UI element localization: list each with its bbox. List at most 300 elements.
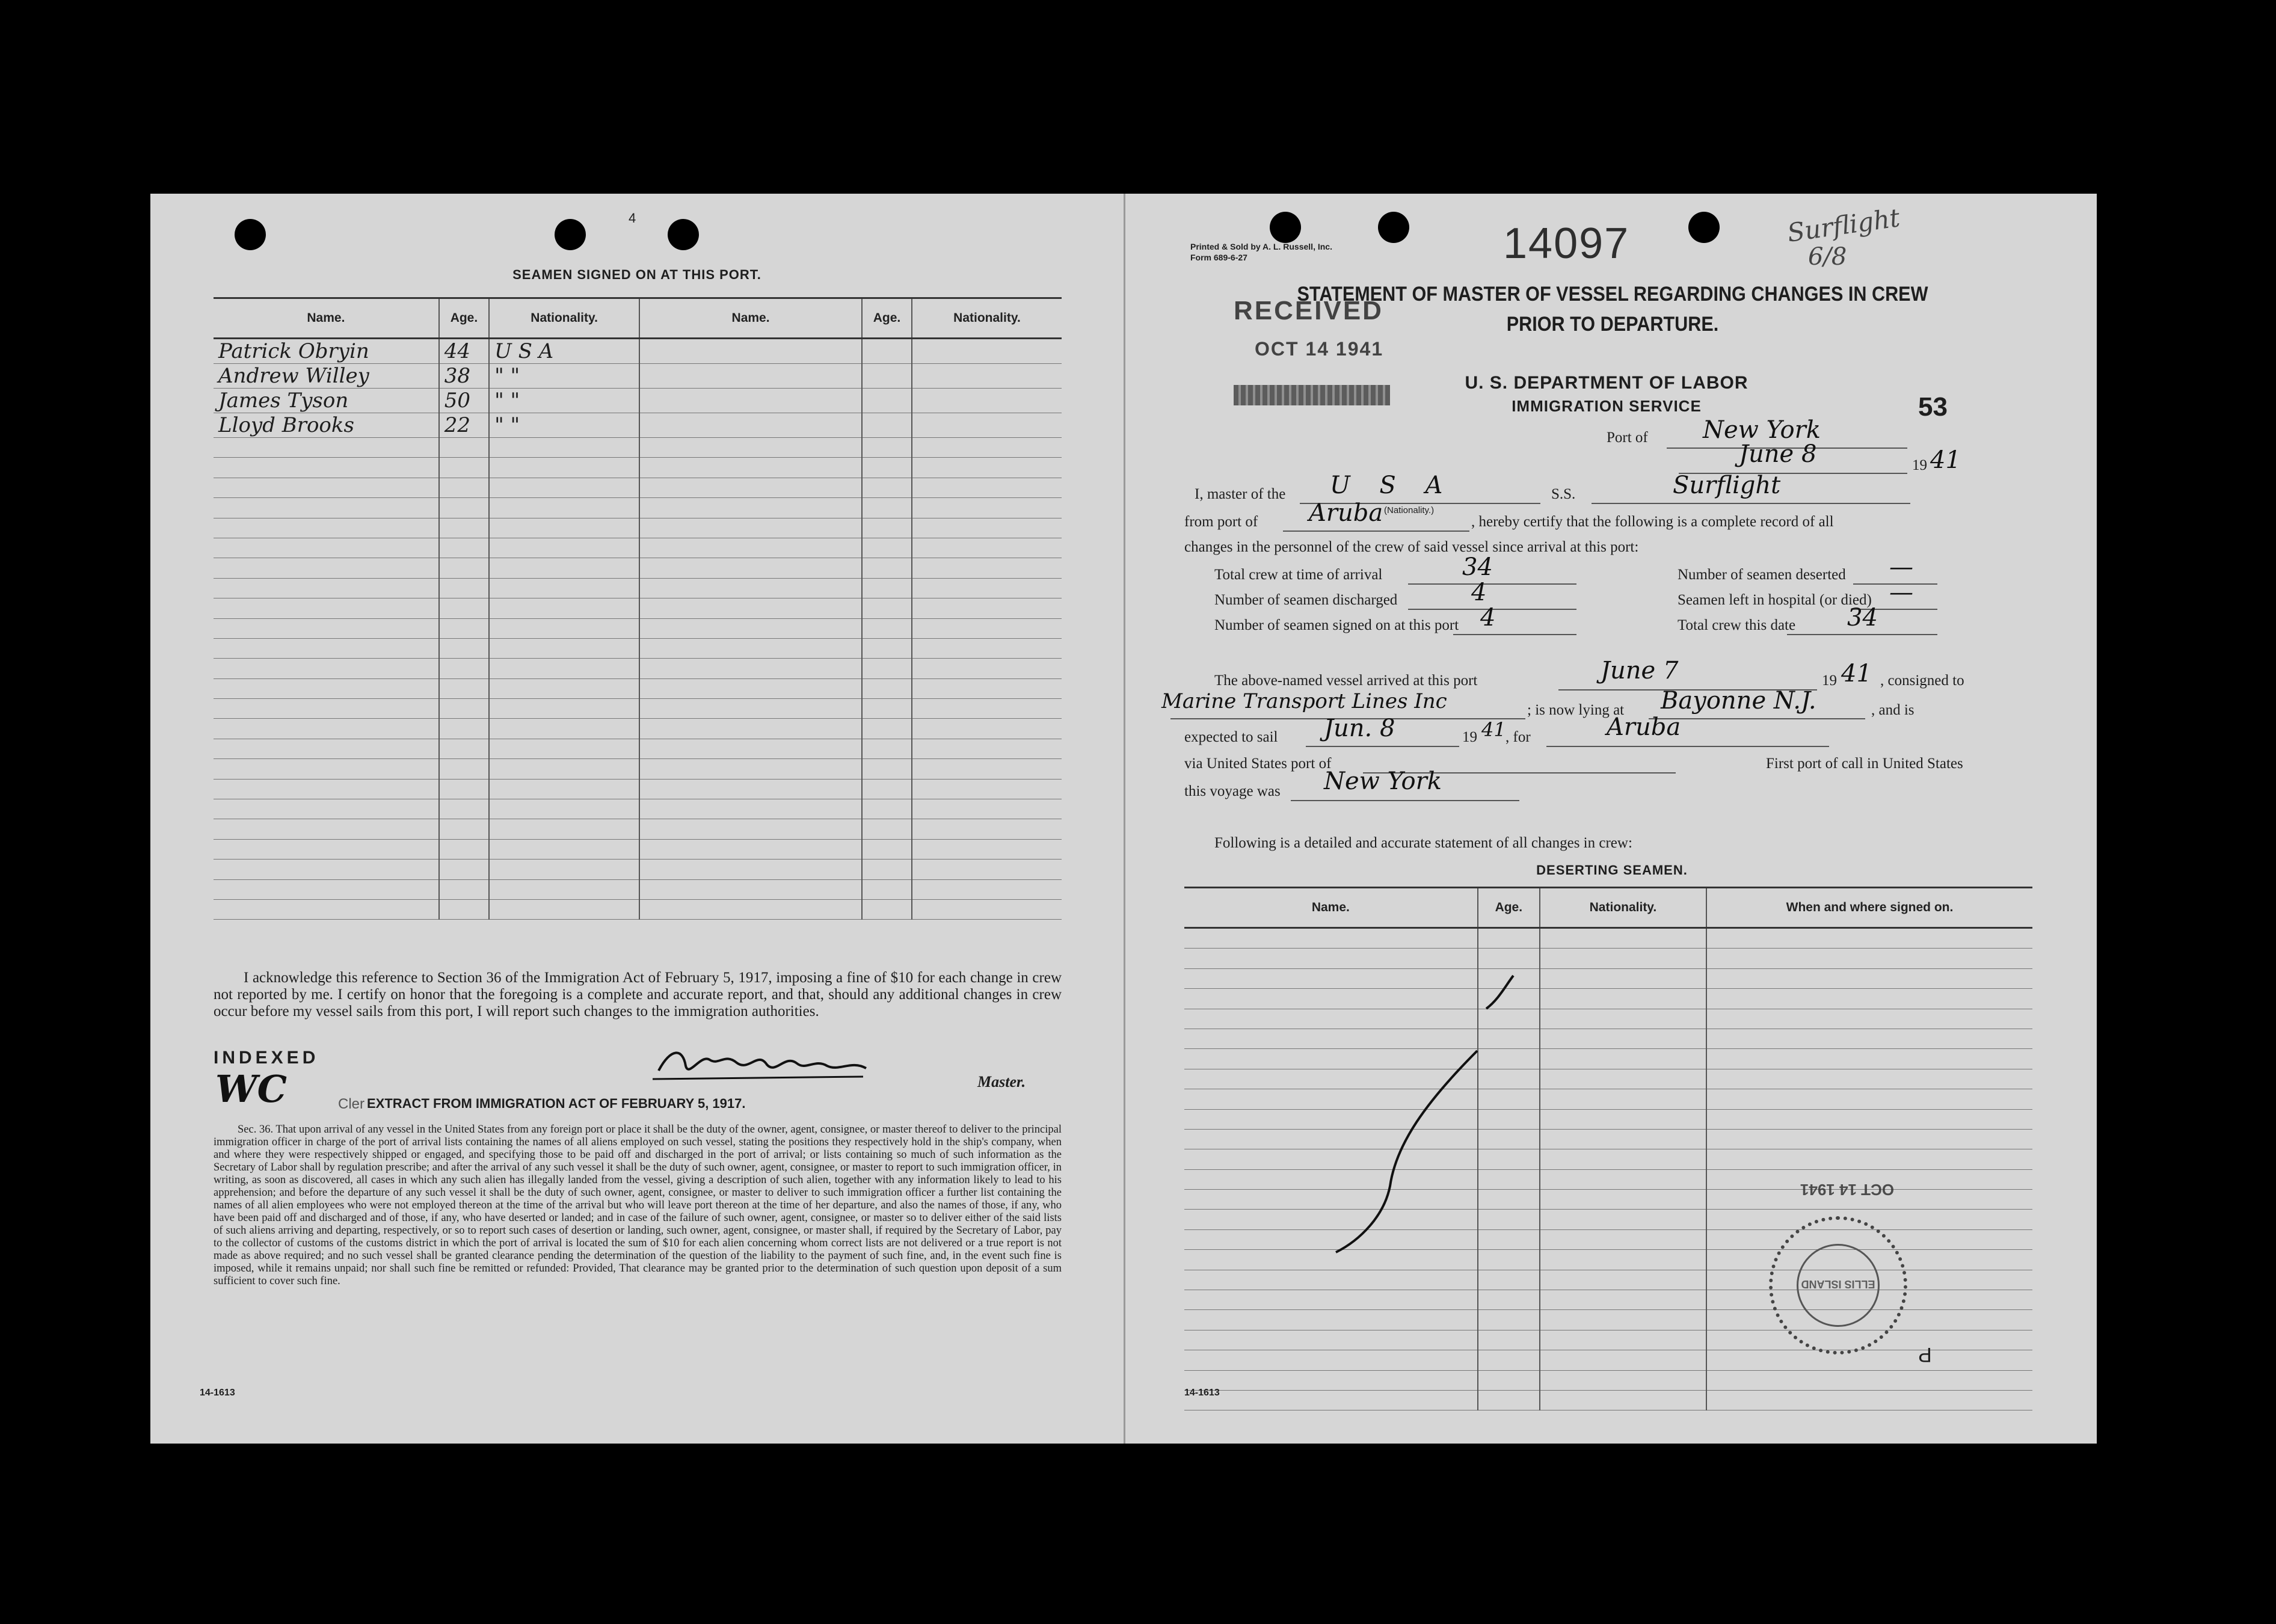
table-cell-empty: [1706, 1370, 2032, 1390]
table-cell-nationality: " ": [489, 364, 639, 389]
table-cell-empty: [639, 538, 862, 558]
table-cell-empty: [489, 739, 639, 758]
table-cell-empty: [1184, 1350, 1478, 1370]
date-value: June 8: [1739, 440, 1817, 468]
table-cell-empty: [862, 699, 912, 719]
table-cell-empty: [1478, 1310, 1540, 1330]
sail-value: Jun. 8: [1324, 715, 1395, 742]
table-cell-empty: [912, 879, 1062, 899]
table-row: [1184, 928, 2032, 949]
table-cell-empty: [489, 458, 639, 478]
column-header: Name.: [1184, 888, 1478, 928]
table-cell-empty: [1540, 928, 1706, 949]
punch-hole: [668, 219, 699, 250]
table-row: [1184, 1370, 2032, 1390]
table-row: [214, 498, 1062, 518]
table-cell-empty: [439, 759, 489, 779]
arrived-year: 41: [1841, 660, 1872, 687]
table-cell-empty: [439, 819, 489, 839]
table-cell-empty: [489, 598, 639, 618]
table-row: [214, 578, 1062, 598]
table-cell-empty: [912, 739, 1062, 758]
table-row: [214, 558, 1062, 578]
column-header: Name.: [639, 298, 862, 339]
table-cell-empty: [489, 899, 639, 919]
extract-text: Sec. 36. That upon arrival of any vessel in the United States from any foreign port or place it shall be the duty of the owner, agent, consignee, or master thereof to deliver to the principal immigration officer in charge of the port of arrival lists containing the names of all aliens employed on such vessel, stating the positions they respectively hold in the ship's company, when and where they were respectively shipped or engaged, and specifying those to be paid off and discharged in the port of arrival; or lists containing so much of such information as the Secretary of Labor shall by regulation prescribe; and after the arrival of any such vessel it shall be the duty of such owner, agent, consignee, or master to report to such immigration officer, in writing, as soon as discovered, all cases in which any such alien has illegally landed from the vessel, giving a description of such alien, together with any information likely to lead to his apprehension; and before the departure of any such vessel it shall be the duty of such owner, agent, consignee, or master to deliver to such immigration officer a further list containing the names of all alien employees who were not employed thereon at the time of the arrival but who will leave port thereon at the time of her departure, and also the names of those, if any, who have been paid off and discharged and of those, if any, who have deserted or landed; and in case of the failure of such owner, agent, consignee, or master so to deliver either of the said lists of such aliens arriving and departing, respectively, or so to report such cases of desertion or landing, such owner, agent, consignee, or master shall, if required by the Secretary of Labor, pay to the collector of customs of the customs district in which the port of arrival is located the sum of $10 for each alien concerning whom correct lists are not delivered or a true report is not made as above required; and no such vessel shall be granted clearance pending the determination of the question of the liability to the payment of such fine, and, in the event such fine is imposed, while it remains unpaid; nor shall such fine be remitted or refunded: Provided, That clearance may be granted prior to the determination of such question upon deposit of a sum sufficient to cover such fine.: [214, 1124, 1062, 1287]
table-cell-empty: [639, 438, 862, 458]
table-cell-empty: [439, 478, 489, 497]
for-line: [1546, 746, 1829, 747]
table-cell-empty: [489, 699, 639, 719]
table-cell-empty: [214, 678, 439, 698]
master-italic-label: Master.: [977, 1073, 1026, 1090]
port-label: Port of: [1607, 429, 1648, 446]
and-is-label: , and is: [1871, 702, 1915, 718]
table-row: [214, 699, 1062, 719]
table-cell-empty: [639, 558, 862, 578]
signature-mark: [653, 1042, 869, 1084]
following-text: Following is a detailed and accurate statement of all changes in crew:: [1214, 835, 1632, 851]
table-cell-empty: [862, 538, 912, 558]
table-cell-empty: [214, 719, 439, 739]
form-number: 14-1613: [1184, 1388, 1220, 1398]
table-row: [214, 819, 1062, 839]
lying-label: ; is now lying at: [1527, 702, 1625, 718]
table-cell-empty: [862, 618, 912, 638]
table-cell-empty: [862, 478, 912, 497]
table-cell-empty: [489, 759, 639, 779]
column-header: Age.: [1478, 888, 1540, 928]
table-cell-empty: [1540, 1270, 1706, 1290]
table-cell-empty: [639, 799, 862, 819]
changes-text: changes in the personnel of the crew of said vessel since arrival at this port:: [1184, 539, 1639, 555]
stat-value: 4: [1480, 604, 1496, 632]
stat-label: Total crew at time of arrival: [1214, 567, 1383, 583]
table-cell-empty: [639, 739, 862, 758]
table-cell-empty: [489, 558, 639, 578]
table-cell-empty: [214, 899, 439, 919]
table-cell-empty: [912, 779, 1062, 799]
table-cell-empty: [439, 659, 489, 678]
table-cell-empty: [862, 518, 912, 538]
table-cell-empty: [439, 578, 489, 598]
punch-hole: [1270, 212, 1301, 243]
table-cell-empty: [912, 799, 1062, 819]
table-cell-empty: [639, 899, 862, 919]
table-row: [214, 598, 1062, 618]
table-cell-empty: [214, 518, 439, 538]
table-cell-empty: [912, 819, 1062, 839]
table-cell-empty: [1540, 1310, 1706, 1330]
table-cell-empty: [439, 518, 489, 538]
table-cell-empty: [1184, 928, 1478, 949]
arrived-value: June 7: [1601, 657, 1679, 684]
table-cell-empty: [439, 538, 489, 558]
table-cell-empty: [912, 389, 1062, 413]
table-cell-empty: [1478, 1330, 1540, 1350]
table-cell-nationality: " ": [489, 413, 639, 438]
stat-label: Seamen left in hospital (or died): [1678, 592, 1872, 608]
table-cell-empty: [639, 578, 862, 598]
table-header-row: [214, 298, 1062, 339]
punch-hole: [235, 219, 266, 250]
table-cell-empty: [214, 879, 439, 899]
table-cell-empty: [912, 839, 1062, 859]
table-row: [214, 739, 1062, 758]
table-row: [214, 364, 1062, 389]
corner-note-fraction: 6/8: [1808, 243, 1847, 271]
table-cell-empty: [1540, 1190, 1706, 1210]
nationality-caption: (Nationality.): [1384, 505, 1435, 515]
table-cell-empty: [489, 678, 639, 698]
table-cell-empty: [489, 478, 639, 497]
round-stamp: [1769, 1216, 1907, 1355]
table-cell-empty: [1184, 1310, 1478, 1330]
for-value: Aruba: [1607, 713, 1681, 741]
right-page: [1124, 194, 2097, 1444]
table-cell-empty: [489, 719, 639, 739]
for-label: , for: [1506, 729, 1531, 745]
table-cell-empty: [862, 558, 912, 578]
table-cell-empty: [489, 438, 639, 458]
table-cell-empty: [439, 618, 489, 638]
table-cell-empty: [912, 759, 1062, 779]
table-cell-empty: [489, 799, 639, 819]
table-cell-empty: [489, 578, 639, 598]
table-cell-empty: [639, 389, 862, 413]
table-cell-empty: [1706, 1009, 2032, 1029]
section-title: SEAMEN SIGNED ON AT THIS PORT.: [512, 267, 761, 282]
table-cell-empty: [912, 638, 1062, 658]
table-row: [214, 413, 1062, 438]
table-row: [214, 860, 1062, 879]
consignee-value: Marine Transport Lines Inc: [1161, 689, 1447, 713]
voyage-value: New York: [1324, 767, 1442, 795]
indexed-stamp: INDEXED: [214, 1048, 319, 1068]
table-cell-empty: [639, 598, 862, 618]
table-cell-empty: [489, 839, 639, 859]
table-row: [214, 438, 1062, 458]
table-row: [1184, 1390, 2032, 1410]
column-header: Age.: [439, 298, 489, 339]
form-code: Form 689-6-27: [1190, 253, 1247, 262]
table-cell-nationality: U S A: [489, 339, 639, 364]
acknowledgement-text: I acknowledge this reference to Section 36 of the Immigration Act of February 5, 1917, imposing a fine of $10 for each change in crew not reported by me. I certify on honor that the foregoing is a complete and accurate report, and that, should any additional changes in crew occur before my vessel sails from this port, I will report such changes to the immigration authorities.: [214, 970, 1062, 1020]
table-row: [214, 659, 1062, 678]
vessel-line: [1592, 503, 1910, 504]
table-cell-empty: [1478, 1390, 1540, 1410]
table-cell-empty: [1540, 1330, 1706, 1350]
table-cell-name: Lloyd Brooks: [214, 413, 439, 438]
table-cell-empty: [439, 839, 489, 859]
table-cell-empty: [1478, 1350, 1540, 1370]
table-cell-empty: [862, 659, 912, 678]
column-header: Nationality.: [489, 298, 639, 339]
arrived-year-prefix: 19: [1822, 672, 1837, 689]
table-cell-empty: [1540, 1149, 1706, 1169]
punch-hole: [555, 219, 586, 250]
table-cell-empty: [912, 618, 1062, 638]
table-cell-empty: [862, 578, 912, 598]
table-cell-empty: [439, 879, 489, 899]
table-row: [214, 759, 1062, 779]
table-cell-empty: [862, 413, 912, 438]
table-cell-age: 50: [439, 389, 489, 413]
stat-label: Number of seamen discharged: [1214, 592, 1398, 608]
table-cell-empty: [639, 498, 862, 518]
from-port-label: from port of: [1184, 514, 1258, 530]
table-cell-empty: [439, 498, 489, 518]
table-cell-empty: [912, 860, 1062, 879]
table-cell-empty: [1706, 1089, 2032, 1109]
sail-year: 41: [1481, 718, 1506, 741]
left-page: [150, 194, 1124, 1444]
table-cell-empty: [912, 458, 1062, 478]
table-cell-empty: [214, 638, 439, 658]
table-cell-empty: [489, 518, 639, 538]
table-cell-empty: [1184, 1370, 1478, 1390]
column-header: When and where signed on.: [1706, 888, 2032, 928]
rotated-date-stamp: OCT 14 1941: [1800, 1181, 1895, 1199]
master-of-label: I, master of the: [1195, 486, 1286, 502]
table-cell-empty: [214, 819, 439, 839]
from-port-line: [1283, 531, 1469, 532]
table-row: [214, 518, 1062, 538]
round-stamp-text: ELLIS ISLAND: [1801, 1278, 1875, 1290]
received-stamp: RECEIVED: [1234, 296, 1383, 325]
table-cell-empty: [639, 618, 862, 638]
service-name: IMMIGRATION SERVICE: [1512, 397, 1702, 415]
table-row: [214, 538, 1062, 558]
table-cell-empty: [639, 678, 862, 698]
table-cell-empty: [439, 860, 489, 879]
table-cell-empty: [639, 659, 862, 678]
table-cell-empty: [912, 478, 1062, 497]
table-cell-empty: [1540, 1229, 1706, 1249]
table-cell-empty: [439, 799, 489, 819]
table-cell-empty: [1540, 1049, 1706, 1069]
table-cell-empty: [489, 860, 639, 879]
table-cell-empty: [214, 438, 439, 458]
table-cell-empty: [1478, 928, 1540, 949]
table-row: [214, 618, 1062, 638]
table-cell-empty: [639, 339, 862, 364]
table-cell-empty: [439, 438, 489, 458]
table-cell-empty: [1706, 1149, 2032, 1169]
ss-label: S.S.: [1551, 486, 1576, 502]
table-cell-name: Andrew Willey: [214, 364, 439, 389]
page-mark: P: [1918, 1343, 1932, 1366]
nationality-value: U S A: [1330, 472, 1454, 499]
table-cell-empty: [1706, 1129, 2032, 1149]
table-cell-empty: [639, 719, 862, 739]
column-header: Name.: [214, 298, 439, 339]
table-cell-empty: [1540, 1029, 1706, 1048]
table-cell-empty: [1540, 1169, 1706, 1189]
table-cell-empty: [639, 819, 862, 839]
table-cell-empty: [489, 538, 639, 558]
table-cell-empty: [862, 899, 912, 919]
sail-line: [1306, 746, 1459, 747]
master-signature: [653, 1042, 869, 1084]
extract-title: EXTRACT FROM IMMIGRATION ACT OF FEBRUARY 5, 1917.: [367, 1096, 746, 1111]
stat-value: 4: [1471, 579, 1487, 606]
table-cell-empty: [639, 879, 862, 899]
table-cell-empty: [1540, 1290, 1706, 1310]
table-cell-empty: [1184, 1330, 1478, 1350]
table-cell-empty: [1706, 1069, 2032, 1089]
table-cell-empty: [912, 678, 1062, 698]
table-row: [214, 678, 1062, 698]
table-cell-empty: [912, 659, 1062, 678]
table-row: [214, 839, 1062, 859]
table-row: [214, 458, 1062, 478]
table-cell-empty: [862, 719, 912, 739]
clerk-label: Cler: [338, 1096, 365, 1112]
table-cell-empty: [912, 518, 1062, 538]
table-cell-empty: [439, 899, 489, 919]
table-cell-empty: [639, 699, 862, 719]
table-cell-empty: [862, 819, 912, 839]
corner-note: Surflight: [1785, 203, 1902, 248]
table-cell-empty: [862, 598, 912, 618]
table-cell-empty: [862, 879, 912, 899]
table-cell-empty: [214, 598, 439, 618]
form-title-line1: STATEMENT OF MASTER OF VESSEL REGARDING CHANGES IN CREW: [1297, 283, 1928, 306]
table-cell-empty: [1706, 968, 2032, 988]
table-cell-empty: [489, 819, 639, 839]
file-number: 14097: [1503, 220, 1630, 268]
table-cell-empty: [439, 638, 489, 658]
table-cell-empty: [439, 558, 489, 578]
column-header: Age.: [862, 298, 912, 339]
table-cell-empty: [862, 638, 912, 658]
table-cell-empty: [489, 659, 639, 678]
table-cell-empty: [1706, 1109, 2032, 1129]
table-row: [214, 638, 1062, 658]
table-cell-empty: [912, 498, 1062, 518]
table-cell-empty: [214, 779, 439, 799]
table-cell-empty: [1478, 1290, 1540, 1310]
table-cell-empty: [639, 364, 862, 389]
table-cell-empty: [1478, 1270, 1540, 1290]
form-number: 14-1613: [200, 1388, 235, 1398]
table-cell-empty: [214, 558, 439, 578]
table-cell-empty: [912, 339, 1062, 364]
table-cell-empty: [214, 799, 439, 819]
table-cell-empty: [1540, 1370, 1706, 1390]
table-cell-empty: [1540, 1089, 1706, 1109]
from-port-value: Aruba: [1309, 499, 1383, 527]
table-cell-empty: [862, 779, 912, 799]
table-cell-empty: [1540, 1350, 1706, 1370]
table-cell-empty: [912, 364, 1062, 389]
table-cell-empty: [912, 598, 1062, 618]
stat-line: [1408, 583, 1576, 585]
table-cell-empty: [862, 438, 912, 458]
table-cell-empty: [639, 518, 862, 538]
table-cell-nationality: " ": [489, 389, 639, 413]
table-cell-empty: [862, 678, 912, 698]
page-number: 4: [629, 211, 636, 226]
table-cell-empty: [912, 719, 1062, 739]
column-header: Nationality.: [912, 298, 1062, 339]
table-cell-empty: [639, 638, 862, 658]
stat-label: Total crew this date: [1678, 617, 1796, 633]
punch-hole: [1378, 212, 1409, 243]
form-title-line2: PRIOR TO DEPARTURE.: [1506, 313, 1719, 336]
table-row: [1184, 1350, 2032, 1370]
table-cell-empty: [862, 759, 912, 779]
year-prefix: 19: [1912, 457, 1927, 473]
table-row: [1184, 1310, 2032, 1330]
table-cell-name: James Tyson: [214, 389, 439, 413]
table-cell-empty: [214, 578, 439, 598]
table-cell-empty: [214, 498, 439, 518]
voyage-label: this voyage was: [1184, 783, 1281, 799]
table-cell-empty: [489, 498, 639, 518]
table-row: [214, 719, 1062, 739]
table-cell-empty: [1540, 1250, 1706, 1270]
table-cell-empty: [439, 779, 489, 799]
table-cell-empty: [639, 458, 862, 478]
table-cell-empty: [862, 364, 912, 389]
first-port-label: First port of call in United States: [1766, 755, 1963, 772]
stat-line: [1787, 634, 1937, 635]
sail-label: expected to sail: [1184, 729, 1278, 745]
consigned-label: , consigned to: [1880, 672, 1964, 689]
table-cell-empty: [1706, 1390, 2032, 1410]
table-cell-empty: [862, 389, 912, 413]
table-cell-empty: [862, 339, 912, 364]
table-cell-empty: [489, 779, 639, 799]
table-row: [214, 899, 1062, 919]
table-cell-empty: [862, 739, 912, 758]
table-cell-empty: [439, 719, 489, 739]
table-cell-empty: [489, 879, 639, 899]
arrived-label: The above-named vessel arrived at this port: [1214, 672, 1478, 689]
column-header: Nationality.: [1540, 888, 1706, 928]
table-cell-empty: [912, 699, 1062, 719]
table-cell-empty: [1706, 1350, 2032, 1370]
table-cell-empty: [214, 699, 439, 719]
stat-value: —: [1889, 553, 1913, 581]
table-cell-empty: [912, 413, 1062, 438]
sail-year-prefix: 19: [1462, 729, 1477, 745]
printer-line: Printed & Sold by A. L. Russell, Inc.: [1190, 242, 1332, 251]
table-cell-empty: [1184, 1390, 1478, 1410]
form-number-53: 53: [1918, 392, 1948, 422]
table-cell-empty: [214, 478, 439, 497]
stat-value: —: [1889, 579, 1913, 606]
stat-label: Number of seamen deserted: [1678, 567, 1846, 583]
table-cell-empty: [1540, 989, 1706, 1009]
table-cell-empty: [214, 659, 439, 678]
table-row: [214, 339, 1062, 364]
table-row: [214, 478, 1062, 497]
certify-text: , hereby certify that the following is a complete record of all: [1471, 514, 1834, 530]
table-row: [214, 879, 1062, 899]
table-cell-empty: [214, 860, 439, 879]
table-cell-empty: [1540, 1069, 1706, 1089]
table-cell-empty: [1540, 1109, 1706, 1129]
table-cell-empty: [912, 438, 1062, 458]
port-value: New York: [1703, 416, 1821, 444]
table-cell-age: 44: [439, 339, 489, 364]
table-row: [214, 799, 1062, 819]
vessel-name: Surflight: [1673, 472, 1781, 499]
table-cell-age: 22: [439, 413, 489, 438]
